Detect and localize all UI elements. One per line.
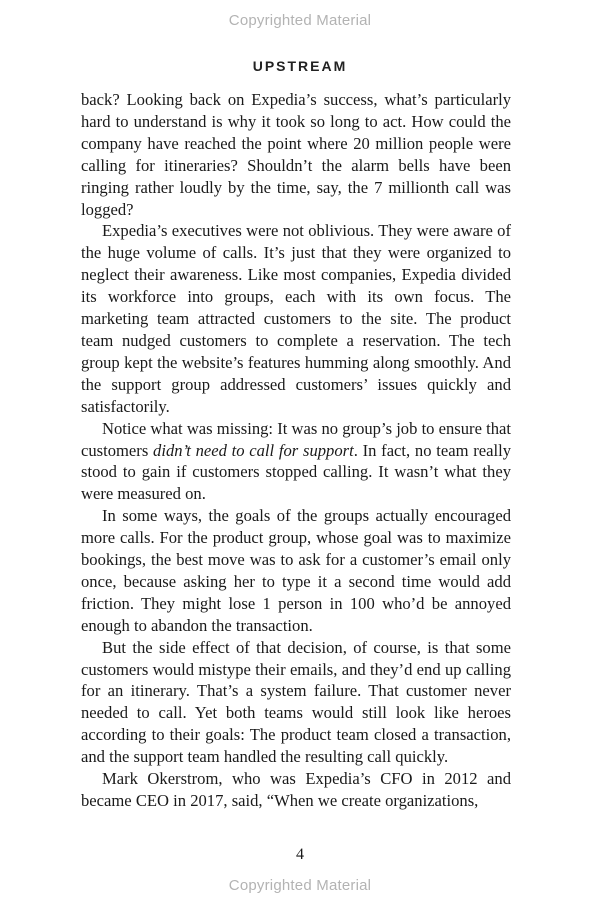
paragraph xyxy=(81,768,511,812)
page-number: 4 xyxy=(296,846,304,863)
paragraph-text: back? Looking back on Expedia’s success, what’s particularly hard to understand is why it took so long to act. How could the company have reached the point where 20 million people were calling for itineraries? Shouldn’t the alarm bells have been ringing rather loudly by the time, say, the 7 millionth call was logged? xyxy=(81,90,511,219)
paragraph xyxy=(81,89,511,220)
paragraph-text: But the side effect of that decision, of course, is that some customers would mistype their emails, and they’d end up calling for an itinerary. That’s a system failure. That customer never needed to call. Yet both teams would still look like heroes according to their goals: The product team closed a transaction, and the support team handled the resulting call quickly. xyxy=(81,637,511,767)
paragraph xyxy=(81,637,511,768)
copyright-watermark-top: Copyrighted Material xyxy=(228,12,372,29)
paragraph-text: In some ways, the goals of the groups actually encouraged more calls. For the product group, whose goal was to maximize bookings, the best move was to ask for a customer’s email only once, because asking her to type it a second time would add friction. They might lose 1 person in 100 who’d be annoyed enough to abandon the transaction. xyxy=(81,506,511,635)
copyright-watermark-bottom: Copyrighted Material xyxy=(228,877,372,894)
body-text xyxy=(81,89,511,812)
paragraph-emphasis: didn’t need to call for support xyxy=(153,440,354,460)
paragraph xyxy=(81,220,511,417)
paragraph xyxy=(81,418,511,506)
paragraph xyxy=(81,505,511,636)
running-head: UPSTREAM xyxy=(252,58,348,74)
paragraph-text: Mark Okerstrom, who was Expedia’s CFO in 2012 and became CEO in 2017, said, “When we create organizations, xyxy=(81,769,511,810)
paragraph-text: . In fact, no team really stood to gain if customers stopped calling. It wasn’t what they were measured on. xyxy=(81,440,512,504)
paragraph-text: Expedia’s executives were not oblivious. They were aware of the huge volume of calls. It’s just that they were organized to neglect their awareness. Like most companies, Expedia divided its workforce into groups, each with its own focus. The marketing team attracted customers to the site. The product team nudged customers to complete a reservation. The tech group kept the website’s features humming along smoothly. And the support group addressed customers’ issues quickly and satisfactorily. xyxy=(81,221,511,416)
paragraph-text: Notice what was missing: It was no group’s job to ensure that customers xyxy=(81,418,511,460)
